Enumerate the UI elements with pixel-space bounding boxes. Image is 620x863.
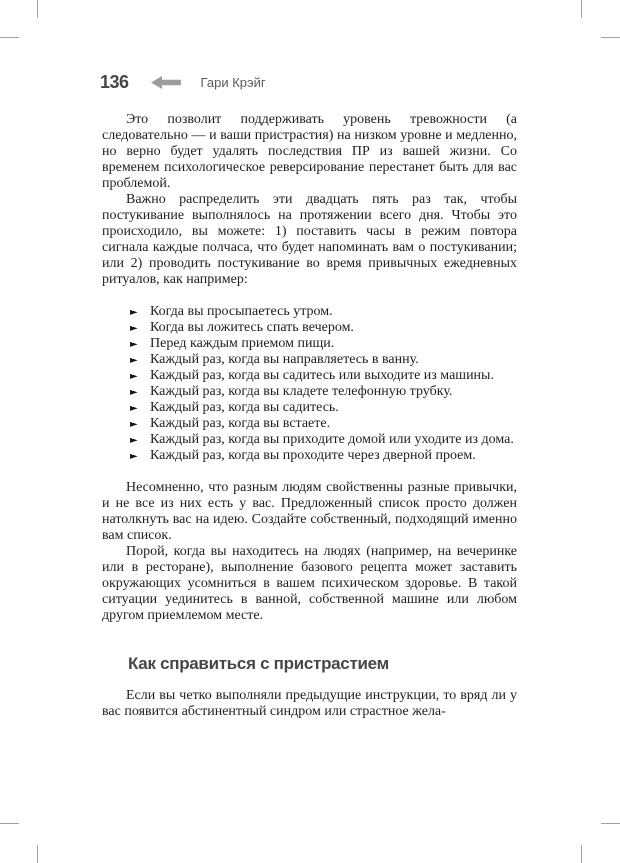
list-item <box>102 384 517 400</box>
list-item-text: Когда вы ложитесь спать вечером. <box>150 320 354 335</box>
list-item <box>102 416 517 432</box>
list-item <box>102 368 517 384</box>
crop-mark <box>601 37 620 38</box>
triangle-bullet-icon: ► <box>130 403 138 414</box>
list-item-text: Когда вы просыпаетесь утром. <box>150 304 333 319</box>
paragraph: Несомненно, что разным людям свойственны разные привычки, и не все из них есть у вас. Предложенный список просто должен натолкнуть вас на идею. Создайте собственный, подходящий именно вам список. <box>102 480 517 543</box>
triangle-bullet-icon: ► <box>130 451 138 462</box>
crop-mark <box>0 37 19 38</box>
list-item <box>102 400 517 416</box>
list-item <box>102 320 517 336</box>
list-item-text: Каждый раз, когда вы встаете. <box>150 416 331 431</box>
crop-mark <box>0 823 19 824</box>
triangle-bullet-icon: ► <box>130 307 138 318</box>
crop-mark <box>581 845 582 863</box>
left-arrow-icon <box>151 76 181 89</box>
paragraph: Порой, когда вы находитесь на людях (например, на вечеринке или в ресторане), выполнение базового рецепта может заставить окружающих усомниться в вашем психическом здоровье. В такой ситуации уединитесь в ванной, собственной машине или любом другом приемлемом месте. <box>102 544 517 623</box>
triangle-bullet-icon: ► <box>130 355 138 366</box>
triangle-bullet-icon: ► <box>130 339 138 350</box>
list-item <box>102 432 517 448</box>
list-item-text: Каждый раз, когда вы проходите через дверной проем. <box>150 448 476 463</box>
running-title: Гари Крэйг <box>200 75 266 90</box>
triangle-bullet-icon: ► <box>130 323 138 334</box>
list-item <box>102 352 517 368</box>
crop-mark <box>601 823 620 824</box>
page-number: 136 <box>100 72 129 92</box>
crop-mark <box>37 0 38 18</box>
crop-mark <box>37 845 38 863</box>
list-item-text: Каждый раз, когда вы приходите домой или уходите из дома. <box>150 432 514 447</box>
paragraph: Это позволит поддерживать уровень тревожности (а следовательно — и ваши пристрастия) на низком уровне и медленно, но верно будет удалять последствия ПР из вашей жизни. Со временем психологическое реверсирование перестанет быть для вас проблемой. <box>102 112 517 191</box>
crop-mark <box>581 0 582 18</box>
list-item <box>102 304 517 320</box>
list-item <box>102 448 517 464</box>
list-item-text: Перед каждым приемом пищи. <box>150 336 335 351</box>
triangle-bullet-icon: ► <box>130 387 138 398</box>
list-item <box>102 336 517 352</box>
triangle-bullet-icon: ► <box>130 435 138 446</box>
list-item-text: Каждый раз, когда вы кладете телефонную трубку. <box>150 384 453 399</box>
page-header <box>100 72 266 93</box>
list-item-text: Каждый раз, когда вы садитесь. <box>150 400 339 415</box>
triangle-bullet-icon: ► <box>130 371 138 382</box>
paragraph: Важно распределить эти двадцать пять раз так, чтобы постукивание выполнялось на протяжении всего дня. Чтобы это происходило, вы можете: 1) поставить часы в режим повтора сигнала каждые полчаса, что будет напоминать вам о постукивании; или 2) проводить постукивание во время привычных ежедневных ритуалов, как например: <box>102 192 517 287</box>
list-item-text: Каждый раз, когда вы садитесь или выходите из машины. <box>150 368 494 383</box>
triangle-bullet-icon: ► <box>130 419 138 430</box>
section-heading: Как справиться с пристрастием <box>128 654 389 673</box>
paragraph: Если вы четко выполняли предыдущие инструкции, то вряд ли у вас появится абстинентный синдром или страстное жела- <box>102 688 517 719</box>
tapping-occasions-list <box>102 304 517 464</box>
list-item-text: Каждый раз, когда вы направляетесь в ванну. <box>150 352 419 367</box>
page-body <box>102 112 517 720</box>
